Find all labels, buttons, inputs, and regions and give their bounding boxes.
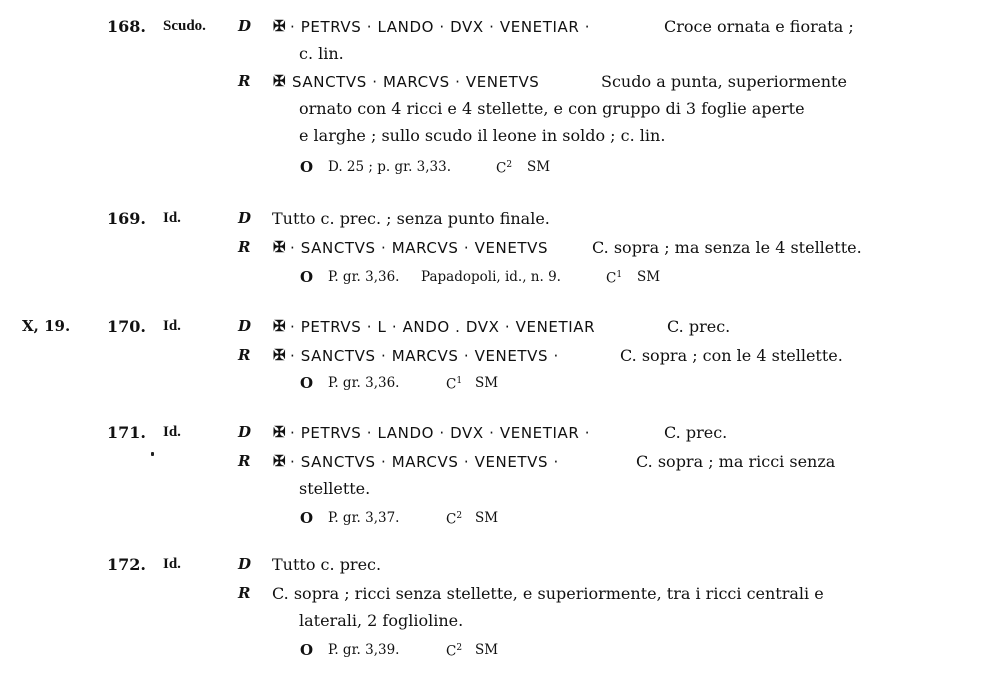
reverse-description: C. sopra ; con le 4 stellette. [620, 346, 843, 365]
reverse-legend: · SANCTVS · MARCVS · VENETVS [290, 239, 549, 257]
source: SM [527, 159, 551, 175]
denomination: Id. [163, 210, 181, 226]
obverse-description-cont: c. lin. [299, 44, 344, 63]
reverse-description-cont: e larghe ; sullo scudo il leone in soldo ; c. lin. [299, 126, 666, 145]
denomination: Id. [163, 318, 181, 334]
weight: P. gr. 3,39. [328, 642, 400, 658]
entry-number: 172. [107, 555, 146, 574]
obverse-mark: D [238, 17, 252, 35]
weight: P. gr. 3,37. [328, 510, 400, 526]
obverse-mark: D [238, 317, 252, 335]
collection: $C^2$ [446, 511, 463, 528]
collection: $C^1$ [446, 376, 463, 393]
reverse-legend: · SANCTVS · MARCVS · VENETVS · [290, 453, 559, 471]
ink-speck [151, 452, 154, 456]
obverse-description: C. prec. [664, 423, 728, 442]
obverse-mark: D [238, 555, 252, 573]
cross-icon: ✠ [273, 346, 286, 364]
reverse-description-cont: ornato con 4 ricci e 4 stellette, e con gruppo di 3 foglie aperte [299, 99, 805, 118]
reverse-description-cont: laterali, 2 foglioline. [299, 611, 464, 630]
cross-icon: ✠ [273, 317, 286, 335]
collection: $C^2$ [496, 160, 513, 177]
cross-icon: ✠ [273, 17, 286, 35]
obverse-legend: · PETRVS · LANDO · DVX · VENETIAR · [290, 18, 591, 36]
rarity-mark: O [300, 158, 314, 176]
reverse-description: C. sopra ; ricci senza stellette, e superiormente, tra i ricci centrali e [272, 584, 824, 603]
reverse-description-cont: stellette. [299, 479, 371, 498]
obverse-description: C. prec. [667, 317, 731, 336]
reverse-legend: SANCTVS · MARCVS · VENETVS [292, 73, 540, 91]
obverse-mark: D [238, 423, 252, 441]
entry-number: 168. [107, 17, 146, 36]
denomination: Scudo. [163, 18, 206, 34]
cross-icon: ✠ [273, 238, 286, 256]
obverse-description: Tutto c. prec. ; senza punto finale. [272, 209, 550, 228]
rarity-mark: O [300, 641, 314, 659]
weight: P. gr. 3,36. [328, 269, 400, 285]
source: SM [475, 642, 499, 658]
rarity-mark: O [300, 268, 314, 286]
obverse-description: Tutto c. prec. [272, 555, 382, 574]
entry-number: 169. [107, 209, 146, 228]
weight: P. gr. 3,36. [328, 375, 400, 391]
plate-reference: X, 19. [22, 317, 71, 335]
obverse-mark: D [238, 209, 252, 227]
weight: D. 25 ; p. gr. 3,33. [328, 159, 452, 175]
reverse-legend: · SANCTVS · MARCVS · VENETVS · [290, 347, 559, 365]
reference: Papadopoli, id., n. 9. [421, 269, 561, 285]
denomination: Id. [163, 556, 181, 572]
obverse-legend: · PETRVS · L · ANDO . DVX · VENETIAR [290, 318, 596, 336]
reverse-mark: R [238, 452, 251, 470]
rarity-mark: O [300, 374, 314, 392]
cross-icon: ✠ [273, 452, 286, 470]
rarity-mark: O [300, 509, 314, 527]
source: SM [475, 375, 499, 391]
obverse-legend: · PETRVS · LANDO · DVX · VENETIAR · [290, 424, 591, 442]
entry-number: 170. [107, 317, 146, 336]
collection: $C^1$ [606, 270, 623, 287]
entry-number: 171. [107, 423, 146, 442]
reverse-description: C. sopra ; ma senza le 4 stellette. [592, 238, 862, 257]
reverse-mark: R [238, 346, 251, 364]
reverse-mark: R [238, 72, 251, 90]
reverse-description: C. sopra ; ma ricci senza [636, 452, 836, 471]
cross-icon: ✠ [273, 423, 286, 441]
cross-icon: ✠ [273, 72, 286, 90]
source: SM [637, 269, 661, 285]
denomination: Id. [163, 424, 181, 440]
reverse-description: Scudo a punta, superiormente [601, 72, 847, 91]
reverse-mark: R [238, 238, 251, 256]
obverse-description: Croce ornata e fiorata ; [664, 17, 854, 36]
collection: $C^2$ [446, 643, 463, 660]
reverse-mark: R [238, 584, 251, 602]
source: SM [475, 510, 499, 526]
